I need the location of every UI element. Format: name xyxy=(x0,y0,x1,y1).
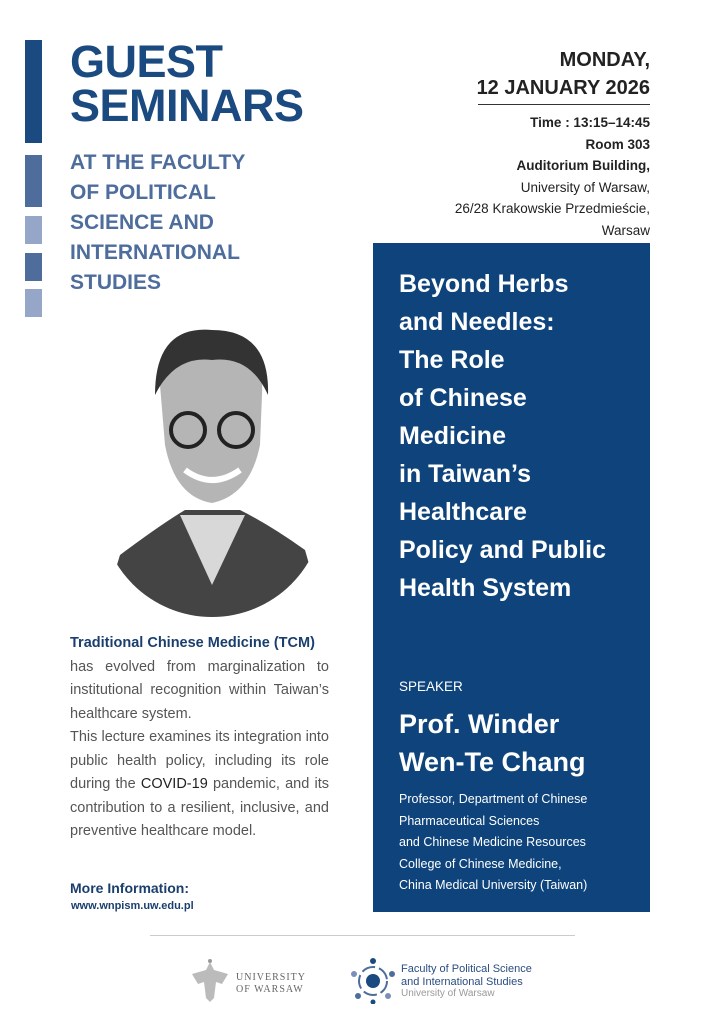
talk-title-line: Medicine xyxy=(399,422,506,450)
faculty-line: Faculty of Political Science xyxy=(401,963,532,975)
speaker-label: SPEAKER xyxy=(399,679,463,694)
more-info-link[interactable]: www.wnpism.uw.edu.pl xyxy=(71,900,194,912)
description-lead: Traditional Chinese Medicine (TCM) xyxy=(70,635,315,651)
event-address: 26/28 Krakowskie Przedmieście, xyxy=(454,201,650,216)
subtitle-line: INTERNATIONAL xyxy=(70,241,240,264)
description-p1: has evolved from marginalization to institutional recognition within Taiwan’s healthcare system. xyxy=(70,658,329,722)
university-eagle-logo xyxy=(188,958,232,1004)
description-p2-end: pandemic, and its contribution to a resilient, inclusive, and preventive healthcare model. xyxy=(70,776,329,839)
description-p2: This lecture examines its integration into public health policy, including its role during the xyxy=(70,729,329,792)
faculty-sub: University of Warsaw xyxy=(401,988,495,999)
talk-title-line: and Needles: xyxy=(399,308,555,336)
talk-title-line: Policy and Public xyxy=(399,536,606,564)
description-highlight: COVID-19 xyxy=(140,776,208,792)
talk-title-line: The Role xyxy=(399,346,505,374)
event-date-text: 12 JANUARY 2026 xyxy=(476,77,650,99)
speaker-name xyxy=(399,705,586,781)
description xyxy=(70,632,329,844)
talk-title-line: in Taiwan’s xyxy=(399,460,531,488)
decor-bar xyxy=(25,289,42,317)
event-venue xyxy=(455,112,650,241)
divider xyxy=(478,104,650,105)
more-info-label: More Information: xyxy=(70,880,189,896)
affiliation-line: China Medical University (Taiwan) xyxy=(399,878,588,892)
event-university: University of Warsaw, xyxy=(520,179,650,195)
decor-bar xyxy=(25,216,42,244)
speaker-name-line: Prof. Winder xyxy=(399,709,560,739)
speaker-affiliation xyxy=(399,789,587,897)
talk-title xyxy=(399,265,649,607)
title-line: GUEST xyxy=(70,36,223,87)
university-logo-text xyxy=(236,972,306,996)
decor-bar xyxy=(25,253,42,281)
page-title xyxy=(70,36,304,131)
subtitle-line: AT THE FACULTY xyxy=(70,151,246,174)
event-date xyxy=(477,46,650,102)
event-time: Time : 13:15–14:45 xyxy=(530,115,650,130)
event-day: MONDAY, xyxy=(559,49,650,71)
title-line: SEMINARS xyxy=(70,80,304,131)
logo-line: OF WARSAW xyxy=(236,984,304,995)
decor-bar xyxy=(25,40,42,143)
affiliation-line: Pharmaceutical Sciences xyxy=(399,813,540,828)
talk-title-line: of Chinese xyxy=(399,384,527,412)
decor-bar xyxy=(25,155,42,207)
talk-title-line: Healthcare xyxy=(399,498,527,526)
footer-divider xyxy=(150,935,575,936)
logo-line: UNIVERSITY xyxy=(236,972,306,983)
event-room: Room 303 xyxy=(585,136,650,152)
subtitle-line: STUDIES xyxy=(70,271,162,294)
subtitle-line: OF POLITICAL xyxy=(70,181,216,204)
faculty-logo-text xyxy=(401,963,532,1001)
affiliation-line: College of Chinese Medicine, xyxy=(399,856,562,871)
talk-title-line: Health System xyxy=(399,574,572,602)
faculty-line: and International Studies xyxy=(401,975,523,988)
talk-panel xyxy=(373,243,650,912)
speaker-name-line: Wen-Te Chang xyxy=(399,747,586,777)
subtitle xyxy=(70,148,245,298)
faculty-logo-icon xyxy=(350,958,396,1004)
subtitle-line: SCIENCE AND xyxy=(70,211,214,234)
event-city: Warsaw xyxy=(601,222,650,238)
speaker-photo xyxy=(100,325,325,620)
event-building: Auditorium Building, xyxy=(516,158,650,173)
talk-title-line: Beyond Herbs xyxy=(399,270,569,298)
affiliation-line: and Chinese Medicine Resources xyxy=(399,835,586,849)
affiliation-line: Professor, Department of Chinese xyxy=(399,792,588,806)
